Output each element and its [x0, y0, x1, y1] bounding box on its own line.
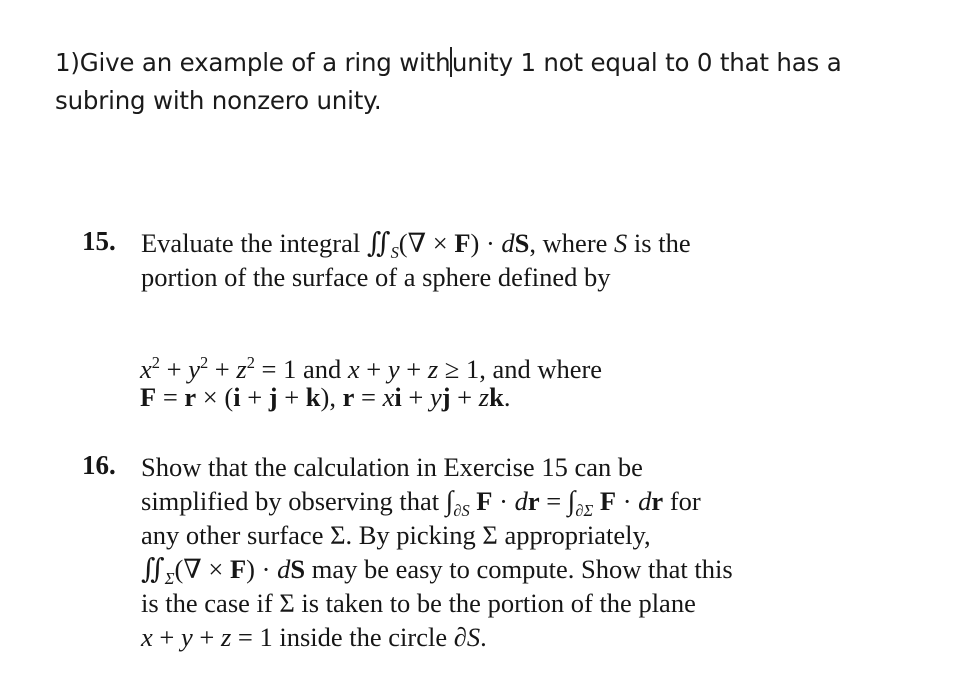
vector-F: F: [229, 554, 247, 584]
ex16-text: .: [480, 622, 487, 652]
exercise-16-body: [141, 450, 861, 654]
sphere-equation: [140, 346, 603, 384]
vector-i: i: [233, 382, 241, 412]
vector-i: i: [394, 382, 402, 412]
question-1: [55, 44, 935, 120]
question-1-line-1: [55, 44, 935, 82]
op: +: [450, 382, 479, 412]
surface-S: S: [466, 622, 481, 652]
vector-r: r: [651, 486, 664, 516]
var-x: x: [382, 382, 395, 412]
op: =: [354, 382, 383, 412]
op: +: [277, 382, 306, 412]
exercise-16-line-6: [141, 620, 861, 654]
op: × (: [196, 382, 234, 412]
integral-symbol: ∫: [567, 486, 576, 517]
vector-j: j: [268, 382, 278, 412]
plus: +: [159, 353, 189, 384]
var-y: y: [188, 353, 200, 384]
var-z: z: [478, 382, 490, 412]
plus: +: [192, 622, 221, 652]
differential-d: d: [277, 554, 291, 584]
var-z: z: [220, 622, 232, 652]
ex16-text: may be easy to compute. Show that this: [305, 554, 733, 584]
vector-r: r: [184, 382, 197, 412]
vector-F: F: [140, 382, 157, 412]
exercise-15-line-1: [141, 226, 861, 260]
exercise-15-equations: [140, 346, 602, 414]
dot-product: ) ·: [246, 554, 278, 584]
op: .: [503, 382, 511, 412]
double-integral-symbol: ∬: [366, 228, 391, 259]
equation-text: ≥ 1, and where: [438, 353, 603, 384]
integral-symbol: ∫: [445, 486, 454, 517]
dot-product: ·: [616, 486, 639, 516]
plus: +: [359, 353, 388, 384]
exercise-15-number: 15.: [82, 226, 116, 256]
vector-F: F: [476, 486, 493, 516]
ex16-text: simplified by observing that: [141, 486, 446, 516]
ex16-text: = 1 inside the circle ∂: [231, 622, 467, 652]
differential-d: d: [514, 486, 528, 516]
plus: +: [152, 622, 181, 652]
curl-operator: (∇ ×: [398, 228, 455, 258]
ex15-text: Evaluate the integral: [141, 228, 367, 258]
var-z: z: [427, 353, 439, 384]
exponent: 2: [199, 353, 209, 372]
var-y: y: [180, 622, 193, 652]
vector-k: k: [489, 382, 504, 412]
curl-operator: (∇ ×: [174, 554, 230, 584]
equals: =: [539, 486, 568, 516]
vector-r: r: [342, 382, 355, 412]
var-y: y: [387, 353, 400, 384]
op: =: [156, 382, 185, 412]
exercise-16-line-4: [141, 552, 861, 586]
vector-S: S: [290, 554, 306, 584]
integral-subscript: ∂S: [453, 500, 470, 520]
equation-text: = 1 and: [254, 353, 348, 384]
vector-j: j: [441, 382, 451, 412]
vector-field-equation: [140, 380, 602, 414]
differential-d: d: [501, 228, 515, 258]
op: +: [240, 382, 269, 412]
plus: +: [208, 353, 237, 384]
integral-subscript: S: [390, 242, 399, 262]
exercise-16-line-1: Show that the calculation in Exercise 15 can be: [141, 452, 643, 482]
question-1-line-2: subring with nonzero unity.: [55, 86, 382, 115]
integral-subscript: Σ: [164, 568, 175, 588]
var-y: y: [429, 382, 442, 412]
plus: +: [399, 353, 428, 384]
exercise-16-line-3: any other surface Σ. By picking Σ appropriately,: [141, 520, 651, 550]
exponent: 2: [246, 353, 255, 372]
exercise-16-number: 16.: [82, 450, 116, 480]
question-1-text-end: unity 1 not equal to 0 that has a: [451, 48, 842, 77]
op: +: [401, 382, 430, 412]
dot-product: ) ·: [470, 228, 502, 258]
ex15-text: is the: [627, 228, 691, 258]
var-x: x: [140, 353, 152, 384]
var-x: x: [141, 622, 153, 652]
vector-F: F: [599, 486, 617, 516]
var-z: z: [236, 353, 247, 384]
differential-d: d: [638, 486, 652, 516]
exercise-16-line-2: [141, 484, 861, 518]
ex15-text: , where: [529, 228, 615, 258]
integral-subscript: ∂Σ: [575, 500, 594, 520]
vector-k: k: [305, 382, 321, 412]
exercise-15-body: [141, 226, 861, 294]
vector-S: S: [514, 228, 530, 258]
dot-product: ·: [492, 486, 515, 516]
question-1-text-start: 1)Give an example of a ring with: [55, 48, 451, 77]
vector-F: F: [454, 228, 471, 258]
var-x: x: [347, 353, 360, 384]
op: ),: [320, 382, 343, 412]
exercise-16-line-5: is the case if Σ is taken to be the portion of the plane: [141, 588, 696, 618]
ex16-text: for: [663, 486, 701, 516]
vector-r: r: [527, 486, 540, 516]
exponent: 2: [151, 353, 160, 372]
double-integral-symbol: ∬: [141, 554, 165, 585]
exercise-15-line-2: portion of the surface of a sphere defined by: [141, 262, 611, 292]
surface-S: S: [614, 228, 628, 258]
